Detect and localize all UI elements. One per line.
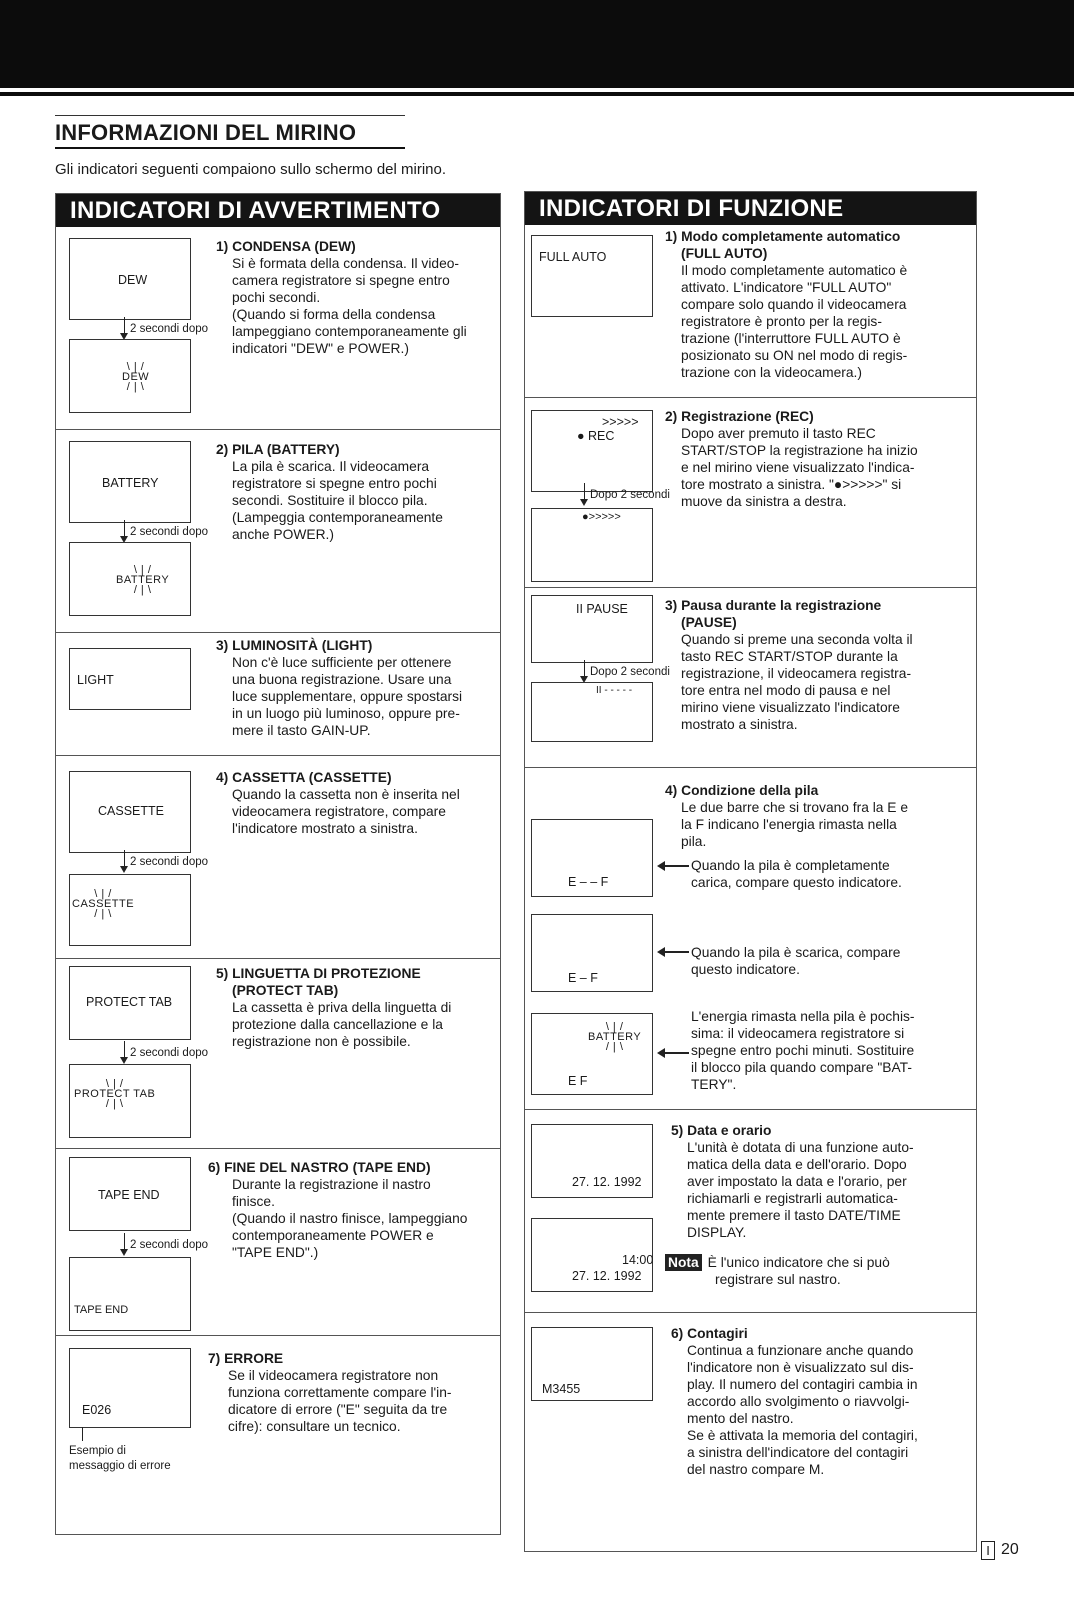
nota-badge: Nota [665, 1254, 702, 1271]
screen-text: ● REC [577, 429, 615, 443]
blink-indicator: \ | / BATTERY / | \ [588, 1021, 642, 1053]
section-date-time [525, 1109, 976, 1313]
section-full-auto [525, 225, 976, 397]
screen-text: FULL AUTO [539, 250, 607, 264]
viewfinder-screen [69, 238, 191, 320]
viewfinder-screen-next [531, 508, 653, 582]
battery-empty-screen [531, 1013, 653, 1095]
counter-screen [531, 1327, 653, 1401]
note-empty: L'energia rimasta nella pila è pochis- sima: il videocamera registratore si spegne entro pochi minuti. Sostituire il blocco pila quando compare "BAT- TERY". [691, 1009, 915, 1092]
screen-text: LIGHT [77, 673, 114, 687]
viewfinder-screen [69, 648, 191, 710]
screen-text: M3455 [542, 1382, 581, 1396]
date-screen [531, 1124, 653, 1198]
top-black-band [0, 0, 1074, 88]
battery-full-screen [531, 819, 653, 897]
viewfinder-screen [69, 441, 191, 523]
viewfinder-screen [531, 595, 653, 663]
section-light [56, 632, 500, 756]
pointer-arrow [663, 951, 689, 953]
section-battery: BATTERY 2 secondi dopo \ | / BATTERY / | \ 2) PILA (BATTERY) La pila è scarica. Il videocamera registratore si spegne entro pochi secondi. Sostituire il blocco pila. (Lampeggia contemporaneamente anche POWER.) [56, 429, 500, 633]
date-time-screen [531, 1218, 653, 1292]
viewfinder-screen [69, 966, 191, 1040]
screen-text: DEW [118, 273, 148, 287]
section-text: 4) CASSETTA (CASSETTE) Quando la cassetta non è inserita nel videocamera registratore, compare l'indicatore mostrato a sinistra. [216, 770, 460, 836]
section-text: 5) Data e orario L'unità è dotata di una funzione auto- matica della data e dell'orario. Dopo aver impostato la data e l'orario, per richiamarli e registrarli automatica- mente premere il tasto DATE/TIME DISPLAY. [671, 1123, 914, 1240]
section-text: 6) Contagiri Continua a funzionare anche quando l'indicatore non è visualizzato sul dis- play. Il numero del contagiri cambia in accordo allo svolgimento o riavvolgi- mento del nastro. Se è attivata la memoria del contagiri, a sinistra dell'indicatore del contagiri del nastro compare M. [671, 1326, 918, 1477]
title-underline [55, 147, 405, 149]
title-rule [55, 115, 405, 116]
section-text: 7) ERRORE Se il videocamera registratore non funziona correttamente compare l'in- dicatore di errore ("E" seguita da tre cifre): consultare un tecnico. [208, 1351, 452, 1434]
section-tape-end: TAPE END 2 secondi dopo TAPE END 6) FINE DEL NASTRO (TAPE END) Durante la registrazione il nastro finisce. (Quando il nastro finisce, lampeggiano contemporaneamente POWER e "TAPE END".) [56, 1148, 500, 1336]
section-text: 5) LINGUETTA DI PROTEZIONE (PROTECT TAB) La cassetta è priva della linguetta di protezione dalla cancellazione e la registrazione non è possibile. [216, 966, 452, 1049]
screen-text: 27. 12. 1992 [572, 1175, 642, 1189]
function-indicators-panel [524, 191, 977, 1552]
viewfinder-screen [531, 410, 653, 492]
section-text: 2) PILA (BATTERY) La pila è scarica. Il videocamera registratore si spegne entro pochi secondi. Sostituire il blocco pila. (Lampeggia contemporaneamente anche POWER.) [216, 442, 443, 542]
function-heading: INDICATORI DI FUNZIONE [525, 192, 976, 225]
screen-text: II PAUSE [576, 602, 628, 616]
nota-block: Nota È l'unico indicatore che si può registrare sul nastro. [665, 1254, 945, 1288]
section-text: 1) Modo completamente automatico (FULL AUTO) Il modo completamente automatico è attivato. L'indicatore "FULL AUTO" compare solo quando il videocamera registratore è pronto per la regis- trazione (l'interruttore FULL AUTO è posizionato su ON nel modo di regis- trazione con la videocamera.) [665, 229, 908, 380]
screen-text: 27. 12. 1992 [572, 1269, 642, 1283]
section-dew: DEW 2 secondi dopo \ | / DEW / | \ 1) CONDENSA (DEW) Si è formata della condensa. Il video- camera registratore si spegne entro pochi secondi. (Quando si forma della condensa lampeggiano contemporaneamente gli indicatori "DEW" e POWER.) [56, 227, 500, 429]
top-rule [0, 92, 1074, 96]
screen-text: 14:00 [622, 1253, 654, 1267]
warning-indicators-panel [55, 193, 501, 1535]
viewfinder-screen [531, 235, 653, 317]
screen-text: E – – F [568, 875, 609, 889]
pointer-arrow [663, 865, 689, 867]
section-text: 1) CONDENSA (DEW) Si è formata della condensa. Il video- camera registratore si spegne entro pochi secondi. (Quando si forma della condensa lampeggiano contemporaneamente gli indicatori "DEW" e POWER.) [216, 239, 467, 356]
viewfinder-screen [69, 1348, 191, 1428]
screen-text: >>>>> [602, 415, 639, 429]
screen-text: E – F [568, 971, 598, 985]
note-low: Quando la pila è scarica, compare questo indicatore. [691, 945, 901, 977]
screen-text: E026 [82, 1403, 112, 1417]
viewfinder-screen [69, 1157, 191, 1231]
blink-indicator: \ | / CASSETTE / | \ [72, 888, 135, 920]
section-error [56, 1335, 500, 1535]
viewfinder-screen [69, 771, 191, 853]
section-text: 4) Condizione della pila Le due barre che si trovano fra la E e la F indicano l'energia rimasta nella pila. [665, 783, 909, 849]
pointer-arrow [663, 1052, 689, 1054]
viewfinder-screen-blinking [69, 1257, 191, 1331]
section-protect-tab: PROTECT TAB 2 secondi dopo \ | / PROTECT TAB / | \ 5) LINGUETTA DI PROTEZIONE (PROTECT TAB) La cassetta è priva della linguetta di protezione dalla cancellazione e la registrazione non è possibile. [56, 958, 500, 1149]
section-text: 3) LUMINOSITÀ (LIGHT) Non c'è luce sufficiente per ottenere una buona registrazione. Usare una luce supplementare, oppure spostarsi in un luogo più luminoso, oppure pre- mere il tasto GAIN-UP. [216, 638, 463, 738]
intro-text: Gli indicatori seguenti compaiono sullo schermo del mirino. [55, 161, 447, 178]
viewfinder-screen-blinking [69, 1064, 191, 1138]
viewfinder-screen-blinking [69, 339, 191, 413]
page-title: INFORMAZIONI DEL MIRINO [55, 120, 357, 145]
page-number: 20 [1001, 1541, 1019, 1558]
blink-indicator: \ | / DEW / | \ [122, 361, 150, 393]
screen-text: BATTERY [102, 476, 159, 490]
page-language-box: I [981, 1541, 995, 1560]
blink-indicator: \ | / BATTERY / | \ [116, 564, 170, 596]
warning-heading: INDICATORI DI AVVERTIMENTO [56, 194, 500, 227]
section-cassette: CASSETTE 2 secondi dopo \ | / CASSETTE / | \ 4) CASSETTA (CASSETTE) Quando la cassetta non è inserita nel videocamera registratore, compare l'indicatore mostrato a sinistra. [56, 755, 500, 959]
section-counter [525, 1312, 976, 1552]
blink-indicator: \ | / PROTECT TAB / | \ [74, 1078, 156, 1110]
screen-text: CASSETTE [98, 804, 164, 818]
section-rec: >>>>> ● REC Dopo 2 secondi ●>>>>> 2) Registrazione (REC) Dopo aver premuto il tasto REC START/STOP la registrazione ha inizio e nel mirino viene visualizzato l'indica- tore mostrato a sinistra. "●>>>>>" si muove da sinistra a destra. [525, 397, 976, 588]
viewfinder-screen-next [531, 682, 653, 742]
section-battery-condition [525, 767, 976, 1110]
caption-pointer [82, 1427, 83, 1441]
section-text: 2) Registrazione (REC) Dopo aver premuto il tasto REC START/STOP la registrazione ha inizio e nel mirino viene visualizzato l'indica- tore mostrato a sinistra. "●>>>>>" si muove da sinistra a destra. [665, 409, 918, 509]
screen-text: PROTECT TAB [86, 995, 173, 1009]
screen-text: E F [568, 1074, 588, 1088]
section-pause: II PAUSE Dopo 2 secondi II - - - - - 3) Pausa durante la registrazione (PAUSE) Quando si preme una seconda volta il tasto REC START/STOP durante la registrazione, il videocamera registra- tore entra nel modo di pausa e nel mirino viene visualizzato l'indicatore mostrato a sinistra. [525, 587, 976, 768]
viewfinder-screen-blinking [69, 542, 191, 616]
screen-text: TAPE END [98, 1188, 160, 1202]
screen-text: TAPE END [74, 1304, 129, 1316]
viewfinder-screen-blinking [69, 874, 191, 946]
note-full: Quando la pila è completamente carica, compare questo indicatore. [691, 858, 902, 890]
error-caption: Esempio di messaggio di errore [69, 1445, 171, 1472]
section-text: 3) Pausa durante la registrazione (PAUSE) Quando si preme una seconda volta il tasto REC START/STOP durante la registrazione, il videocamera registra- tore entra nel modo di pausa e nel mirino viene visualizzato l'indicatore mostrato a sinistra. [665, 598, 913, 732]
screen-text: II - - - - - [596, 685, 633, 696]
screen-text: ●>>>>> [582, 511, 621, 523]
section-text: 6) FINE DEL NASTRO (TAPE END) Durante la registrazione il nastro finisce. (Quando il nastro finisce, lampeggiano contemporaneamente POWER e "TAPE END".) [208, 1160, 468, 1260]
battery-low-screen [531, 914, 653, 992]
